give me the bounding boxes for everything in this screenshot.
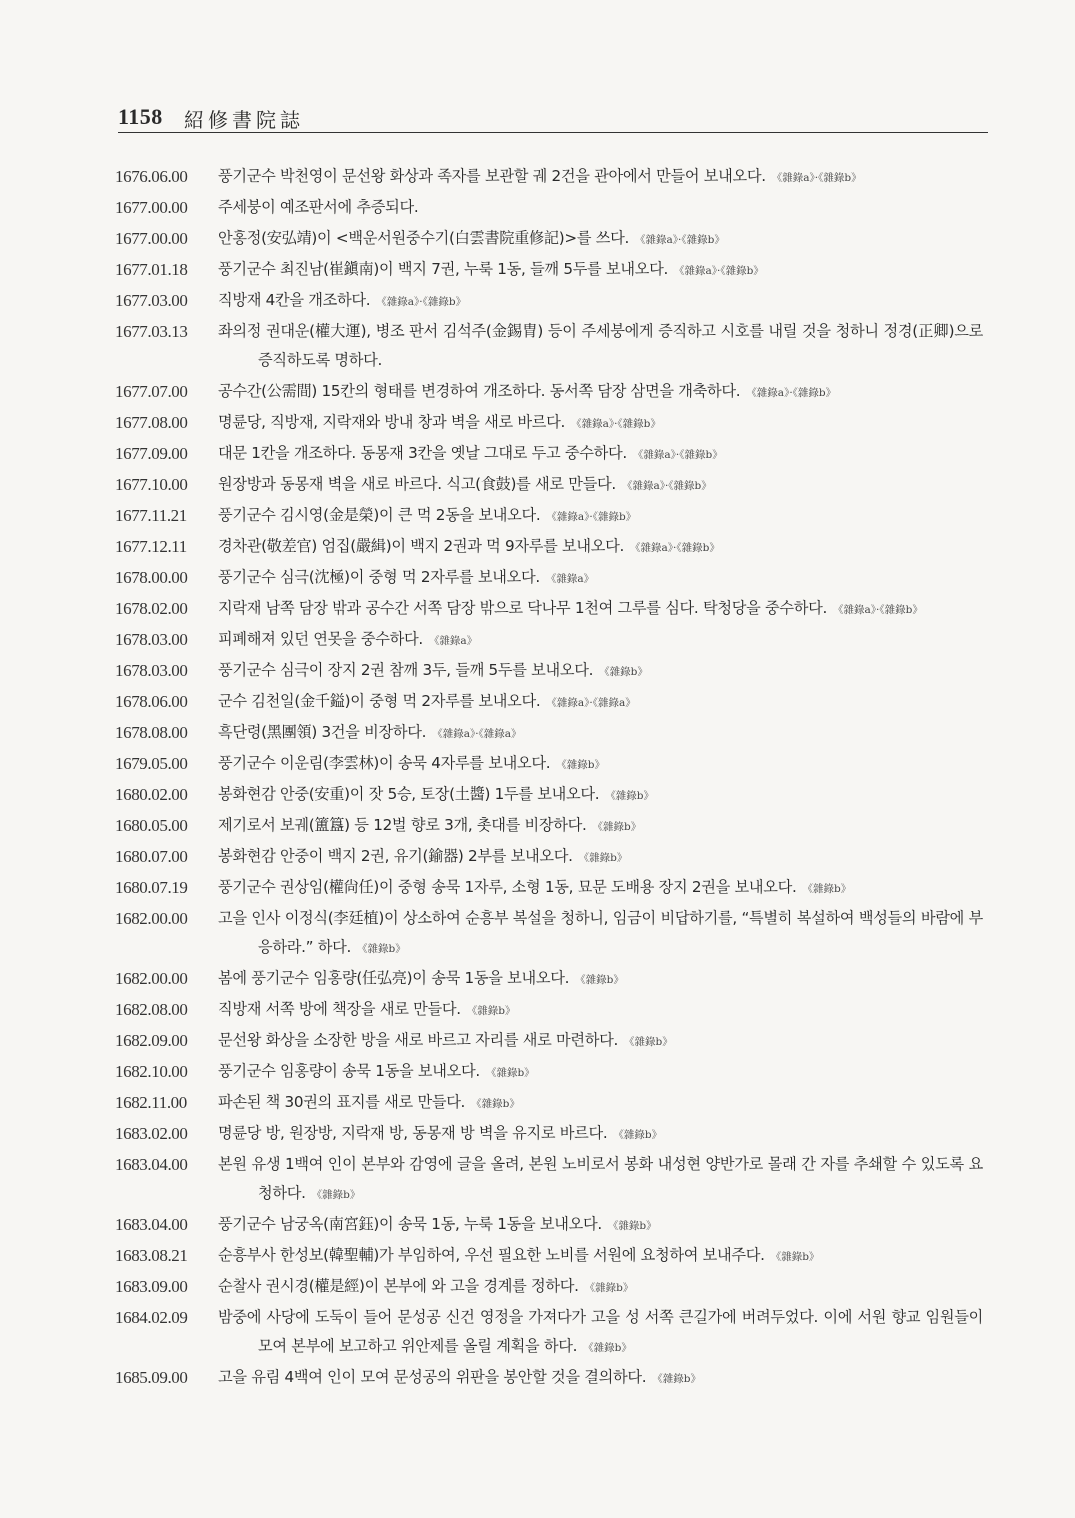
entry-date: 1682.09.00 xyxy=(115,1031,188,1050)
chronology-entry xyxy=(115,780,983,811)
entry-date: 1677.12.11 xyxy=(115,537,187,556)
entry-description xyxy=(218,1088,983,1119)
entry-text: 지락재 남쪽 담장 밖과 공수간 서쪽 담장 밖으로 닥나무 1천여 그루를 심다. 탁청당을 중수하다. xyxy=(218,599,828,617)
entry-date: 1678.00.00 xyxy=(115,568,188,587)
entry-source: 《雜錄b》 xyxy=(471,1098,520,1110)
entry-text: 순흥부사 한성보(韓聖輔)가 부임하여, 우선 필요한 노비를 서원에 요청하여 보내주다. xyxy=(218,1246,765,1264)
entry-text: 풍기군수 박천영이 문선왕 화상과 족자를 보관할 궤 2건을 관아에서 만들어 보내오다. xyxy=(218,167,766,185)
entry-text: 원장방과 동몽재 벽을 새로 바르다. 식고(食鼓)를 새로 만들다. xyxy=(218,475,616,493)
chronology-entry xyxy=(115,749,983,780)
entry-date: 1678.08.00 xyxy=(115,723,188,742)
entry-text: 공수간(公需間) 15칸의 형태를 변경하여 개조하다. 동서쪽 담장 삼면을 개축하다. xyxy=(218,382,741,400)
chronology-entry xyxy=(115,501,983,532)
entry-description xyxy=(218,811,983,842)
entry-text: 직방재 서쪽 방에 책장을 새로 만들다. xyxy=(218,1000,461,1018)
entry-description xyxy=(218,718,983,749)
entry-date: 1677.00.00 xyxy=(115,229,188,248)
entry-date: 1684.02.09 xyxy=(115,1308,188,1327)
entry-date: 1683.08.21 xyxy=(115,1246,188,1265)
entry-source: 《雜錄b》 xyxy=(613,1129,663,1141)
entry-date: 1682.10.00 xyxy=(115,1062,188,1081)
entry-date: 1680.07.00 xyxy=(115,847,188,866)
entry-date: 1683.04.00 xyxy=(115,1155,188,1174)
chronology-entry xyxy=(115,255,983,286)
chronology-entry xyxy=(115,193,983,224)
entry-text: 풍기군수 남궁옥(南宮鈺)이 송묵 1동, 누룩 1동을 보내오다. xyxy=(218,1215,602,1233)
entry-date: 1677.10.00 xyxy=(115,475,188,494)
entry-source: 《雜錄b》 xyxy=(605,790,655,802)
chronology-entry xyxy=(115,162,983,193)
entry-date: 1680.02.00 xyxy=(115,785,188,804)
entry-source: 《雜錄a》·《雜錄b》 xyxy=(621,480,712,492)
entry-description xyxy=(218,873,983,904)
chronology-entry xyxy=(115,1057,983,1088)
chronology-entry xyxy=(115,656,983,687)
entry-source: 《雜錄b》 xyxy=(770,1251,820,1263)
chronology-entry xyxy=(115,842,983,873)
entry-description xyxy=(218,749,983,780)
chronology-entry xyxy=(115,1241,983,1272)
entry-description xyxy=(218,377,983,408)
entry-source: 《雜錄a》 xyxy=(428,635,478,647)
entry-source: 《雜錄a》·《雜錄b》 xyxy=(630,542,720,554)
entry-text: 고을 인사 이정식(李廷植)이 상소하여 순흥부 복설을 청하니, 임금이 비답하기를, “특별히 복설하여 백성들의 바람에 부응하라.” 하다. xyxy=(218,909,983,956)
chronology-entry xyxy=(115,964,983,995)
entry-description xyxy=(218,594,983,625)
entry-description xyxy=(218,842,983,873)
entry-source: 《雜錄a》·《雜錄b》 xyxy=(376,296,467,308)
chronology-entry xyxy=(115,408,983,439)
chronology-entry xyxy=(115,532,983,563)
entry-text: 제기로서 보궤(簠簋) 등 12벌 향로 3개, 촛대를 비장하다. xyxy=(218,816,587,834)
entry-source: 《雜錄b》 xyxy=(607,1220,657,1232)
entry-description xyxy=(218,193,983,224)
entry-text: 풍기군수 심극(沈極)이 중형 먹 2자루를 보내오다. xyxy=(218,568,540,586)
chronology-entry xyxy=(115,1119,983,1150)
entry-date: 1677.07.00 xyxy=(115,382,188,401)
entry-date: 1683.02.00 xyxy=(115,1124,188,1143)
entry-text: 풍기군수 이운림(李雲林)이 송묵 4자루를 보내오다. xyxy=(218,754,551,772)
chronology-entry xyxy=(115,1210,983,1241)
entry-source: 《雜錄b》 xyxy=(575,974,624,986)
entry-date: 1685.09.00 xyxy=(115,1368,188,1387)
chronology-entry xyxy=(115,286,983,317)
entry-source: 《雜錄a》·《雜錄b》 xyxy=(673,265,764,277)
entry-source: 《雜錄b》 xyxy=(599,666,648,678)
entry-source: 《雜錄b》 xyxy=(592,821,642,833)
entry-date: 1677.01.18 xyxy=(115,260,188,279)
entry-source: 《雜錄a》·《雜錄b》 xyxy=(771,172,862,184)
entry-description xyxy=(218,1210,983,1241)
entry-description xyxy=(218,224,983,255)
entry-date: 1678.03.00 xyxy=(115,630,188,649)
chronology-entry xyxy=(115,1150,983,1210)
entry-source: 《雜錄a》 xyxy=(545,573,595,585)
entry-source: 《雜錄a》·《雜錄b》 xyxy=(571,418,661,430)
entry-date: 1677.08.00 xyxy=(115,413,188,432)
entry-description xyxy=(218,532,983,563)
entry-date: 1682.11.00 xyxy=(115,1093,187,1112)
chronology-entry xyxy=(115,1088,983,1119)
entry-text: 명륜당 방, 원장방, 지락재 방, 동몽재 방 벽을 유지로 바르다. xyxy=(218,1124,608,1142)
entry-source: 《雜錄a》·《雜錄b》 xyxy=(635,234,725,246)
entry-description xyxy=(218,780,983,811)
chronology-entry xyxy=(115,563,983,594)
entry-date: 1677.11.21 xyxy=(115,506,187,525)
chronology-entry xyxy=(115,811,983,842)
chronology-entry xyxy=(115,625,983,656)
entry-source: 《雜錄b》 xyxy=(652,1373,702,1385)
entry-text: 대문 1칸을 개조하다. 동몽재 3칸을 옛날 그대로 두고 중수하다. xyxy=(218,444,627,462)
entry-source: 《雜錄b》 xyxy=(583,1342,632,1354)
entry-source: 《雜錄b》 xyxy=(802,883,852,895)
chronology-entry xyxy=(115,1303,983,1363)
chronology-entry xyxy=(115,873,983,904)
entry-text: 풍기군수 임홍량이 송묵 1동을 보내오다. xyxy=(218,1062,480,1080)
entry-description xyxy=(218,687,983,718)
chronology-entry xyxy=(115,377,983,408)
entry-date: 1677.09.00 xyxy=(115,444,188,463)
entry-description xyxy=(218,317,983,377)
entry-text: 밤중에 사당에 도둑이 들어 문성공 신건 영정을 가져다가 고을 성 서쪽 큰길가에 버려두었다. 이에 서원 향교 임원들이 모여 본부에 보고하고 위안제를 올릴 계획을 하다. xyxy=(218,1308,983,1355)
entry-text: 피폐해져 있던 연못을 중수하다. xyxy=(218,630,423,648)
chronology-entry xyxy=(115,439,983,470)
entry-text: 안홍정(安弘靖)이 <백운서원중수기(白雲書院重修記)>를 쓰다. xyxy=(218,229,630,247)
entry-source: 《雜錄b》 xyxy=(578,852,628,864)
entry-date: 1682.00.00 xyxy=(115,969,188,988)
entry-description xyxy=(218,1363,983,1394)
chronology-entry xyxy=(115,594,983,625)
chronology-entry xyxy=(115,1026,983,1057)
entry-description xyxy=(218,1026,983,1057)
entry-text: 파손된 책 30권의 표지를 새로 만들다. xyxy=(218,1093,466,1111)
entry-description xyxy=(218,904,983,964)
entry-date: 1679.05.00 xyxy=(115,754,188,773)
entry-text: 고을 유림 4백여 인이 모여 문성공의 위판을 봉안할 것을 결의하다. xyxy=(218,1368,647,1386)
entry-date: 1683.09.00 xyxy=(115,1277,188,1296)
entry-description xyxy=(218,1241,983,1272)
entry-source: 《雜錄a》·《雜錄b》 xyxy=(546,511,637,523)
entry-description xyxy=(218,964,983,995)
entry-text: 풍기군수 김시영(金是榮)이 큰 먹 2동을 보내오다. xyxy=(218,506,541,524)
chronology-entry xyxy=(115,1363,983,1394)
entry-text: 군수 김천일(金千鎰)이 중형 먹 2자루를 보내오다. xyxy=(218,692,541,710)
entry-description xyxy=(218,470,983,501)
chronology-list xyxy=(115,162,983,1394)
entry-date: 1678.02.00 xyxy=(115,599,188,618)
entry-description xyxy=(218,439,983,470)
entry-description xyxy=(218,255,983,286)
entry-source: 《雜錄a》·《雜錄b》 xyxy=(746,387,837,399)
entry-date: 1680.05.00 xyxy=(115,816,188,835)
entry-text: 주세붕이 예조판서에 추증되다. xyxy=(218,198,419,216)
entry-text: 풍기군수 권상임(權尙任)이 중형 송묵 1자루, 소형 1동, 묘문 도배용 장지 2권을 보내오다. xyxy=(218,878,797,896)
entry-text: 본원 유생 1백여 인이 본부와 감영에 글을 올려, 본원 노비로서 봉화 내성현 양반가로 몰래 간 자를 추쇄할 수 있도록 요청하다. xyxy=(218,1155,983,1202)
chronology-entry xyxy=(115,470,983,501)
entry-source: 《雜錄b》 xyxy=(584,1282,634,1294)
book-title: 紹修書院誌 xyxy=(184,108,304,132)
entry-date: 1678.03.00 xyxy=(115,661,188,680)
entry-description xyxy=(218,1150,983,1210)
chronology-entry xyxy=(115,1272,983,1303)
entry-date: 1678.06.00 xyxy=(115,692,188,711)
entry-description xyxy=(218,501,983,532)
entry-date: 1683.04.00 xyxy=(115,1215,188,1234)
entry-description xyxy=(218,162,983,193)
chronology-entry xyxy=(115,904,983,964)
entry-description xyxy=(218,286,983,317)
entry-date: 1682.00.00 xyxy=(115,909,188,928)
entry-date: 1677.00.00 xyxy=(115,198,188,217)
chronology-entry xyxy=(115,317,983,377)
entry-text: 봉화현감 안중이 백지 2권, 유기(鍮器) 2부를 보내오다. xyxy=(218,847,573,865)
entry-text: 문선왕 화상을 소장한 방을 새로 바르고 자리를 새로 마련하다. xyxy=(218,1031,619,1049)
entry-source: 《雜錄a》·《雜錄a》 xyxy=(432,728,522,740)
entry-text: 좌의정 권대운(權大運), 병조 판서 김석주(金錫胄) 등이 주세붕에게 증직하고 시호를 내릴 것을 청하니 정경(正卿)으로 증직하도록 명하다. xyxy=(218,322,983,369)
entry-date: 1677.03.00 xyxy=(115,291,188,310)
entry-date: 1682.08.00 xyxy=(115,1000,188,1019)
entry-text: 순찰사 권시경(權是經)이 본부에 와 고을 경계를 정하다. xyxy=(218,1277,579,1295)
entry-description xyxy=(218,1057,983,1088)
entry-text: 직방재 4칸을 개조하다. xyxy=(218,291,371,309)
entry-source: 《雜錄b》 xyxy=(485,1067,535,1079)
page-header xyxy=(118,104,988,133)
entry-source: 《雜錄b》 xyxy=(311,1189,361,1201)
entry-text: 흑단령(黑團領) 3건을 비장하다. xyxy=(218,723,427,741)
entry-date: 1677.03.13 xyxy=(115,322,188,341)
entry-source: 《雜錄b》 xyxy=(466,1005,516,1017)
entry-source: 《雜錄a》·《雜錄b》 xyxy=(632,449,723,461)
entry-source: 《雜錄b》 xyxy=(556,759,605,771)
entry-description xyxy=(218,1272,983,1303)
entry-description xyxy=(218,656,983,687)
entry-date: 1676.06.00 xyxy=(115,167,188,186)
entry-source: 《雜錄a》·《雜錄b》 xyxy=(833,604,923,616)
entry-description xyxy=(218,1303,983,1363)
chronology-entry xyxy=(115,224,983,255)
entry-text: 명륜당, 직방재, 지락재와 방내 창과 벽을 새로 바르다. xyxy=(218,413,566,431)
chronology-entry xyxy=(115,718,983,749)
entry-source: 《雜錄b》 xyxy=(357,943,406,955)
entry-description xyxy=(218,408,983,439)
chronology-entry xyxy=(115,995,983,1026)
entry-description xyxy=(218,995,983,1026)
entry-source: 《雜錄a》·《雜錄a》 xyxy=(546,697,636,709)
entry-description xyxy=(218,1119,983,1150)
entry-text: 경차관(敬差官) 엄집(嚴緝)이 백지 2권과 먹 9자루를 보내오다. xyxy=(218,537,625,555)
entry-text: 봄에 풍기군수 임홍량(任弘亮)이 송묵 1동을 보내오다. xyxy=(218,969,570,987)
chronology-entry xyxy=(115,687,983,718)
entry-description xyxy=(218,563,983,594)
entry-description xyxy=(218,625,983,656)
entry-source: 《雜錄b》 xyxy=(624,1036,673,1048)
entry-text: 풍기군수 심극이 장지 2권 참깨 3두, 들깨 5두를 보내오다. xyxy=(218,661,594,679)
entry-date: 1680.07.19 xyxy=(115,878,188,897)
entry-text: 풍기군수 최진남(崔鎭南)이 백지 7권, 누룩 1동, 들깨 5두를 보내오다. xyxy=(218,260,668,278)
page-number: 1158 xyxy=(118,104,163,129)
entry-text: 봉화현감 안중(安重)이 잣 5승, 토장(土醬) 1두를 보내오다. xyxy=(218,785,600,803)
